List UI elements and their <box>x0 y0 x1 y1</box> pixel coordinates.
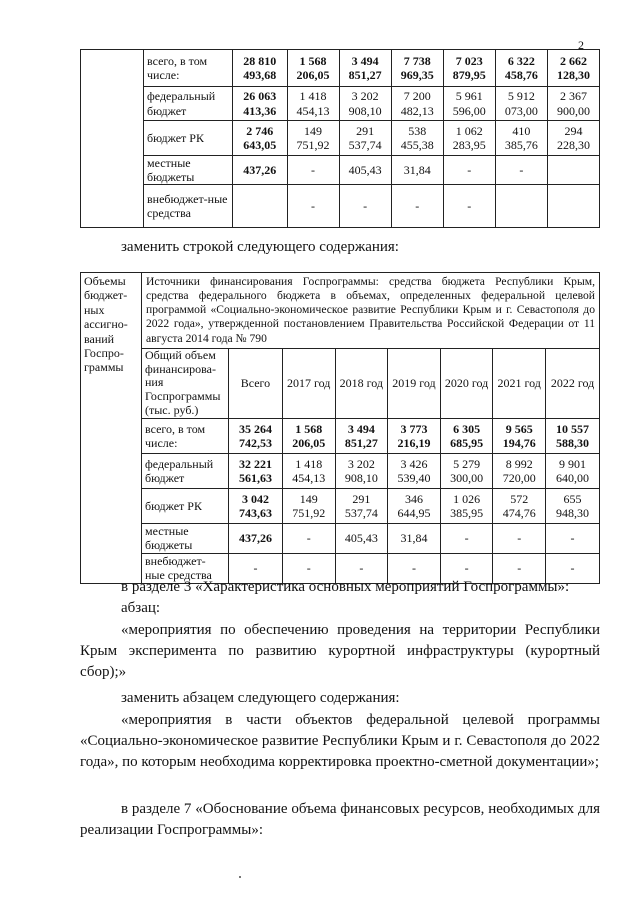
table-cell: 291 537,74 <box>339 121 391 156</box>
row-label: бюджет РК <box>144 121 233 156</box>
row-label: местные бюджеты <box>144 156 233 185</box>
table-cell: - <box>495 156 547 185</box>
row-label: федеральный бюджет <box>144 87 233 121</box>
table-cell: 6 305 685,95 <box>440 418 493 453</box>
table-cell: 291 537,74 <box>335 488 388 523</box>
table-cell: - <box>443 156 495 185</box>
table-cell: 3 202 908,10 <box>335 453 388 488</box>
page-number: 2 <box>578 38 584 52</box>
table-cell: 405,43 <box>339 156 391 185</box>
table-cell: 2 662 128,30 <box>547 50 599 87</box>
table-cell: - <box>440 523 493 553</box>
table-cell: 149 751,92 <box>282 488 335 523</box>
table-cell: - <box>229 553 283 583</box>
table-cell: 655 948,30 <box>546 488 600 523</box>
table-cell: 26 063 413,36 <box>233 87 288 121</box>
table-cell: 5 912 073,00 <box>495 87 547 121</box>
table-cell: 31,84 <box>391 156 443 185</box>
column-header: 2019 год <box>388 348 441 418</box>
table-header-row <box>81 348 600 418</box>
table-cell <box>233 185 288 228</box>
table-cell: 3 773 216,19 <box>388 418 441 453</box>
paragraph-label: абзац: <box>121 600 161 616</box>
section7-intro: в разделе 7 «Обоснование объема финансовых ресурсов, необходимых для реализации Госпрограммы»: <box>80 801 600 838</box>
table-cell: 294 228,30 <box>547 121 599 156</box>
table-cell: 149 751,92 <box>287 121 339 156</box>
empty-left-cell <box>81 50 144 228</box>
table-row <box>81 156 600 185</box>
row-label: внебюджет-ные средства <box>142 553 229 583</box>
table-row <box>81 418 600 453</box>
table-cell: - <box>546 523 600 553</box>
table-cell: - <box>335 553 388 583</box>
table-cell: - <box>282 523 335 553</box>
column-header: 2022 год <box>546 348 600 418</box>
column-header: 2021 год <box>493 348 546 418</box>
table-row <box>81 185 600 228</box>
scan-speck <box>239 876 241 878</box>
table-cell: 7 738 969,35 <box>391 50 443 87</box>
table-cell: 3 202 908,10 <box>339 87 391 121</box>
table-cell: - <box>493 523 546 553</box>
table-cell: - <box>443 185 495 228</box>
table-cell: 35 264 742,53 <box>229 418 283 453</box>
row-label: всего, в том числе: <box>144 50 233 87</box>
table-cell: 3 494 851,27 <box>339 50 391 87</box>
table-cell: - <box>391 185 443 228</box>
table-cell: 410 385,76 <box>495 121 547 156</box>
column-header-total-volume: Общий объем финансирова-ния Госпрограммы (тыс. руб.) <box>142 348 229 418</box>
section3-intro: в разделе 3 «Характеристика основных мероприятий Госпрограммы»: <box>121 579 570 595</box>
table-cell: - <box>440 553 493 583</box>
table-cell: 5 279 300,00 <box>440 453 493 488</box>
table-cell: - <box>493 553 546 583</box>
table-cell: 3 426 539,40 <box>388 453 441 488</box>
table-cell: 1 568 206,05 <box>287 50 339 87</box>
table-cell: 1 568 206,05 <box>282 418 335 453</box>
column-header: 2017 год <box>282 348 335 418</box>
table-cell: 8 992 720,00 <box>493 453 546 488</box>
table-cell: 1 418 454,13 <box>287 87 339 121</box>
table-cell: 2 367 900,00 <box>547 87 599 121</box>
table-row <box>81 50 600 87</box>
table-cell: 572 474,76 <box>493 488 546 523</box>
old-funding-table <box>80 49 600 228</box>
row-label: внебюджет-ные средства <box>144 185 233 228</box>
table-cell: 437,26 <box>233 156 288 185</box>
new-paragraph: «мероприятия в части объектов федеральной целевой программы «Социально-экономическое развитие Республики Крым и г. Севастополя до 2022 года», по которым необходима корректировка проектно-сметной документации»; <box>80 712 600 770</box>
column-header: 2020 год <box>440 348 493 418</box>
table-cell: 9 901 640,00 <box>546 453 600 488</box>
row-label: всего, в том числе: <box>142 418 229 453</box>
replace-paragraph-text: заменить абзацем следующего содержания: <box>121 690 400 706</box>
table-cell: 6 322 458,76 <box>495 50 547 87</box>
table-cell: - <box>287 156 339 185</box>
table-cell: 9 565 194,76 <box>493 418 546 453</box>
table-cell: 5 961 596,00 <box>443 87 495 121</box>
column-header: 2018 год <box>335 348 388 418</box>
table-cell: 1 026 385,95 <box>440 488 493 523</box>
table-row <box>81 121 600 156</box>
table-cell: 28 810 493,68 <box>233 50 288 87</box>
table-row <box>81 273 600 349</box>
table-cell <box>547 185 599 228</box>
table-cell: - <box>287 185 339 228</box>
column-header: Всего <box>229 348 283 418</box>
table-row <box>81 523 600 553</box>
table-cell: 31,84 <box>388 523 441 553</box>
table-cell <box>495 185 547 228</box>
table-cell: 405,43 <box>335 523 388 553</box>
row-label: федеральный бюджет <box>142 453 229 488</box>
table-cell: 7 200 482,13 <box>391 87 443 121</box>
table-cell: 7 023 879,95 <box>443 50 495 87</box>
table-cell: - <box>388 553 441 583</box>
table-cell: 538 455,38 <box>391 121 443 156</box>
row-label: бюджет РК <box>142 488 229 523</box>
table-cell: 32 221 561,63 <box>229 453 283 488</box>
new-funding-table <box>80 272 600 584</box>
table-cell: - <box>282 553 335 583</box>
table-cell: 3 042 743,63 <box>229 488 283 523</box>
table-cell: 1 062 283,95 <box>443 121 495 156</box>
row-label: местные бюджеты <box>142 523 229 553</box>
table-row <box>81 488 600 523</box>
table-cell <box>547 156 599 185</box>
table-cell: 346 644,95 <box>388 488 441 523</box>
table-cell: 3 494 851,27 <box>335 418 388 453</box>
funding-sources-text: Источники финансирования Госпрограммы: средства бюджета Республики Крым, средства федерального бюджета в объемах, определенных федеральной целевой программой «Социально-экономическое развитие Республики Крым и г. Севастополя до 2022 года», утвержденной постановлением Правительства Российской Федерации от 11 августа 2014 года № 790 <box>142 273 600 349</box>
replace-row-text: заменить строкой следующего содержания: <box>121 239 399 255</box>
table-cell: - <box>546 553 600 583</box>
table-cell: - <box>339 185 391 228</box>
table-cell: 10 557 588,30 <box>546 418 600 453</box>
table-row <box>81 453 600 488</box>
table-cell: 2 746 643,05 <box>233 121 288 156</box>
old-paragraph: «мероприятия по обеспечению проведения на территории Республики Крым эксперимента по развитию курортной инфраструктуры (курортный сбор);» <box>80 622 600 680</box>
table-cell: 1 418 454,13 <box>282 453 335 488</box>
table-row <box>81 87 600 121</box>
table-cell: 437,26 <box>229 523 283 553</box>
budget-allocations-header: Объемы бюджет-ных ассигно-ваний Госпро-граммы <box>81 273 142 584</box>
